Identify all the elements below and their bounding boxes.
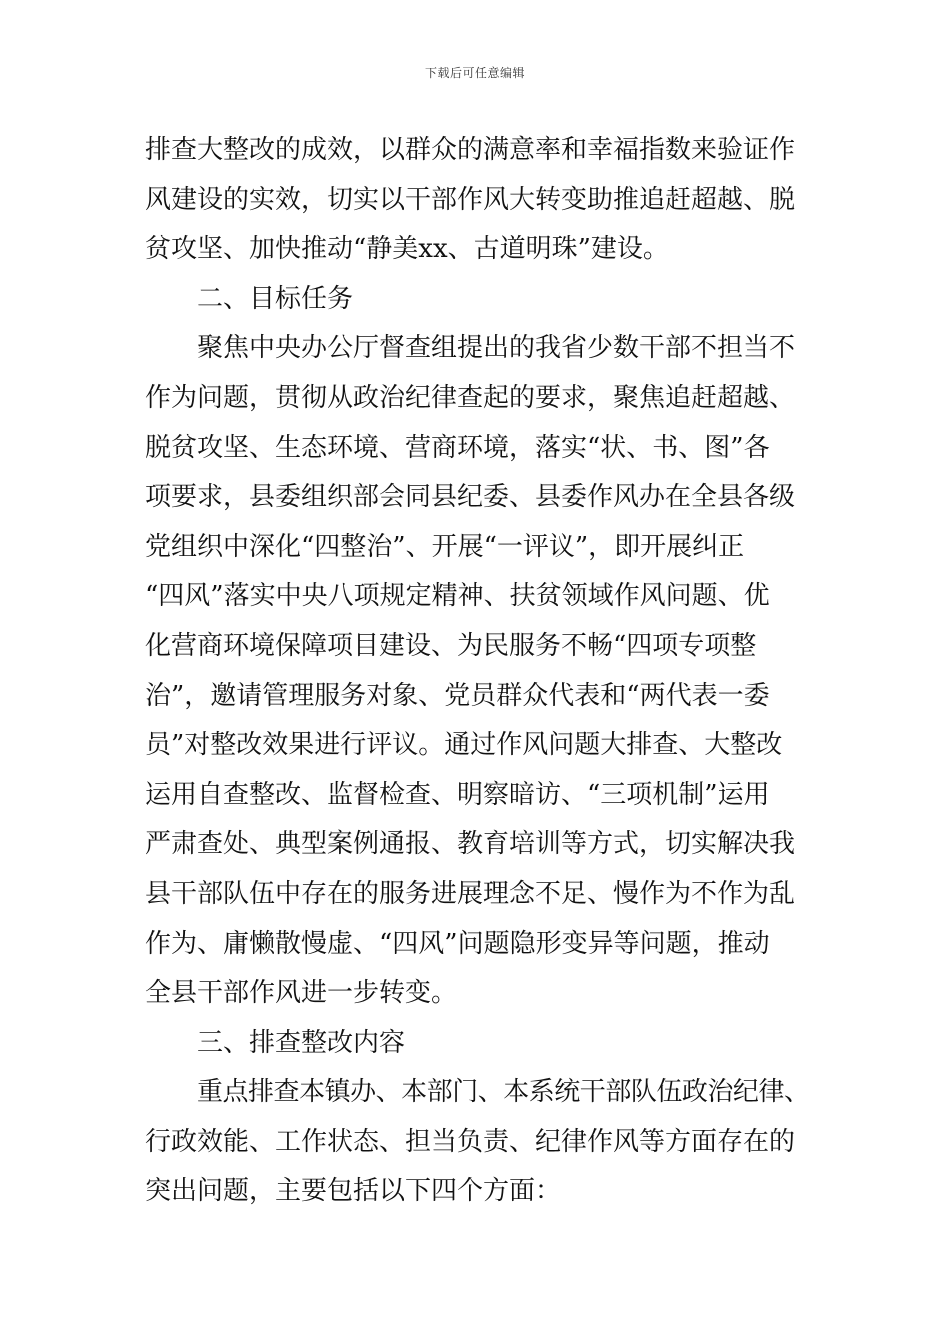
text-line: 三、排查整改内容 [197,1027,406,1058]
text-line: 风建设的实效，切实以干部作风大转变助推追赶超越、脱 [145,184,796,215]
text-line: 严肃查处、典型案例通报、教育培训等方式，切实解决我 [145,829,796,860]
text-line: 化营商环境保障项目建设、为民服务不畅“四项专项整 [145,630,757,661]
text-line: 作为问题，贯彻从政治纪律查起的要求，聚焦追赶超越、 [145,382,796,413]
text-line: 治”，邀请管理服务对象、党员群众代表和“两代表一委 [145,680,770,711]
text-line: 党组织中深化“四整治”、开展“一评议”，即开展纠正 [145,531,745,562]
text-line: 贫攻坚、加快推动“静美xx、古道明珠”建设。 [145,234,669,265]
text-line: 聚焦中央办公厅督查组提出的我省少数干部不担当不 [197,333,796,364]
text-line: 县干部队伍中存在的服务进展理念不足、慢作为不作为乱 [145,878,796,909]
text-line: 脱贫攻坚、生态环境、营商环境，落实“状、书、图”各 [145,432,770,463]
text-line: 排查大整改的成效，以群众的满意率和幸福指数来验证作 [145,135,796,165]
text-line: 作为、庸懒散慢虚、“四风”问题隐形变异等问题，推动 [145,928,770,959]
document-body [145,126,810,1217]
text-line: 员”对整改效果进行评议。通过作风问题大排查、大整改 [145,730,783,761]
text-line: 行政效能、工作状态、担当负责、纪律作风等方面存在的 [145,1126,796,1157]
page-header-note: 下载后可任意编辑 [424,66,525,80]
text-line: 项要求，县委组织部会同县纪委、县委作风办在全县各级 [145,482,796,513]
text-line: 突出问题，主要包括以下四个方面： [145,1176,562,1207]
text-line: 全县干部作风进一步转变。 [145,978,458,1009]
text-line: 二、目标任务 [197,283,354,314]
text-line: 重点排查本镇办、本部门、本系统干部队伍政治纪律、 [197,1077,810,1108]
text-line: 运用自查整改、监督检查、明察暗访、“三项机制”运用 [145,779,770,810]
text-line: “四风”落实中央八项规定精神、扶贫领域作风问题、优 [145,581,770,612]
